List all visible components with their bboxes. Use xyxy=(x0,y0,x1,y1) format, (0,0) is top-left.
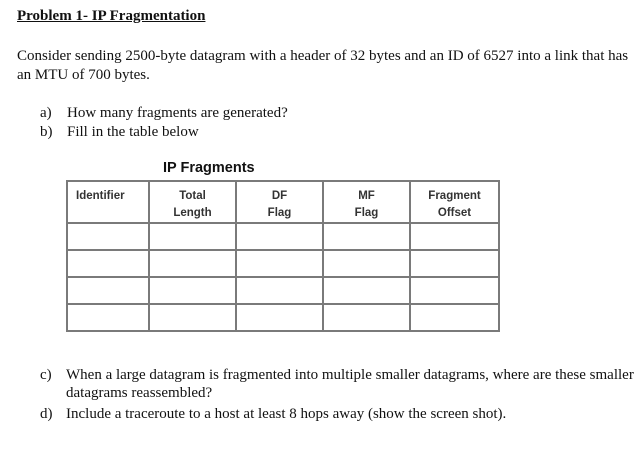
question-c xyxy=(40,366,635,402)
table-row xyxy=(68,305,500,332)
table-row xyxy=(68,251,500,278)
table-cell xyxy=(237,251,324,278)
table-title: IP Fragments xyxy=(163,160,255,176)
question-text: Include a traceroute to a host at least 8 hops away (show the screen shot). xyxy=(66,406,507,422)
question-d xyxy=(40,405,635,423)
question-text: Fill in the table below xyxy=(67,124,199,140)
question-letter: d) xyxy=(40,406,53,422)
table-cell xyxy=(324,278,411,305)
table-row xyxy=(68,224,500,251)
table-cell xyxy=(68,305,150,332)
table-cell xyxy=(150,278,237,305)
problem-title: Problem 1- IP Fragmentation xyxy=(17,8,206,24)
header-df-flag: DF Flag xyxy=(237,182,324,224)
table-cell xyxy=(411,224,500,251)
table-cell xyxy=(237,224,324,251)
ip-fragments-table xyxy=(66,180,500,332)
question-list-part1 xyxy=(40,104,288,142)
question-letter: c) xyxy=(40,367,52,383)
table-cell xyxy=(150,224,237,251)
table-cell xyxy=(68,224,150,251)
table-cell xyxy=(411,251,500,278)
problem-intro: Consider sending 2500-byte datagram with a header of 32 bytes and an ID of 6527 into a link that has an MTU of 700 bytes. xyxy=(17,48,629,83)
question-list-part2 xyxy=(40,366,635,426)
table-header-row xyxy=(68,182,500,224)
table-cell xyxy=(411,305,500,332)
table-cell xyxy=(237,278,324,305)
question-b xyxy=(40,123,288,142)
question-text: How many fragments are generated? xyxy=(67,105,288,121)
table-row xyxy=(68,278,500,305)
header-mf-flag: MF Flag xyxy=(324,182,411,224)
table-cell xyxy=(68,278,150,305)
header-fragment-offset: Fragment Offset xyxy=(411,182,500,224)
question-text: When a large datagram is fragmented into multiple smaller datagrams, where are these smaller datagrams reassembled? xyxy=(66,367,634,401)
table-cell xyxy=(237,305,324,332)
table-cell xyxy=(150,251,237,278)
header-total-length: Total Length xyxy=(150,182,237,224)
table-cell xyxy=(150,305,237,332)
table-cell xyxy=(411,278,500,305)
question-letter: b) xyxy=(40,124,53,140)
table-cell xyxy=(68,251,150,278)
question-a xyxy=(40,104,288,123)
table-cell xyxy=(324,305,411,332)
question-letter: a) xyxy=(40,105,52,121)
table-cell xyxy=(324,224,411,251)
table-cell xyxy=(324,251,411,278)
header-identifier: Identifier xyxy=(68,182,150,224)
